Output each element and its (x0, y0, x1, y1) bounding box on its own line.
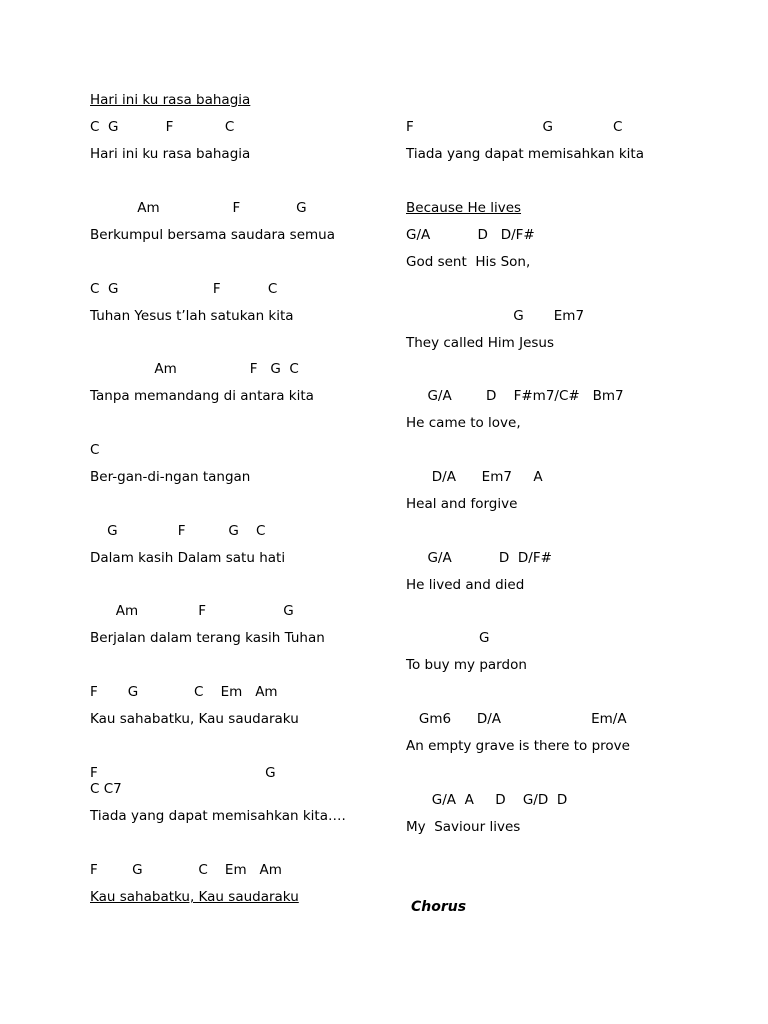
lyric-line: Hari ini ku rasa bahagia (90, 146, 251, 162)
chord-line: Am F G C (90, 361, 299, 377)
chord-line: G (406, 630, 490, 646)
lyric-line: Tiada yang dapat memisahkan kita (406, 146, 644, 162)
lyric-line: He lived and died (406, 577, 525, 593)
chord-line: D/A Em7 A (406, 469, 543, 485)
chord-line: G/A D D/F# (406, 227, 535, 243)
chord-line: F G C (406, 119, 623, 135)
lyric-line: Tuhan Yesus t’lah satukan kita (90, 308, 294, 324)
chord-line: F G C Em Am (90, 684, 278, 700)
chord-line: Am F G (90, 603, 294, 619)
lyric-line: Kau sahabatku, Kau saudaraku (90, 711, 299, 727)
chord-line: G F G C (90, 523, 266, 539)
lyric-line: Berjalan dalam terang kasih Tuhan (90, 630, 325, 646)
chord-line: G/A D F#m7/C# Bm7 (406, 388, 624, 404)
lyric-line: Ber-gan-di-ngan tangan (90, 469, 251, 485)
chord-line: Gm6 D/A Em/A (406, 711, 627, 727)
chord-line: F G C Em Am (90, 862, 282, 878)
lyric-line: My Saviour lives (406, 819, 521, 835)
chord-line: F G C C7 (90, 765, 358, 797)
section-title-hari-ini: Hari ini ku rasa bahagia (90, 92, 251, 108)
lyric-line: Berkumpul bersama saudara semua (90, 227, 335, 243)
lyric-line: Heal and forgive (406, 496, 518, 512)
lyric-line: Tiada yang dapat memisahkan kita…. (90, 808, 346, 824)
chorus-label: Chorus (411, 899, 467, 915)
lyric-line: An empty grave is there to prove (406, 738, 630, 754)
chord-line: G/A D D/F# (406, 550, 552, 566)
lyric-line: Kau sahabatku, Kau saudaraku (90, 889, 299, 905)
lyric-line: Tanpa memandang di antara kita (90, 388, 314, 404)
section-title-because-he-lives: Because He lives (406, 200, 522, 216)
chord-line: C G F C (90, 119, 235, 135)
chord-line: C (90, 442, 100, 458)
lyric-line: To buy my pardon (406, 657, 527, 673)
lyric-line: They called Him Jesus (406, 335, 555, 351)
lyric-line: God sent His Son, (406, 254, 531, 270)
chord-line: C G F C (90, 281, 278, 297)
chord-line: G Em7 (406, 308, 585, 324)
chord-line: G/A A D G/D D (406, 792, 568, 808)
chord-line: Am F G (90, 200, 307, 216)
lyric-line: He came to love, (406, 415, 521, 431)
lyric-line: Dalam kasih Dalam satu hati (90, 550, 286, 566)
